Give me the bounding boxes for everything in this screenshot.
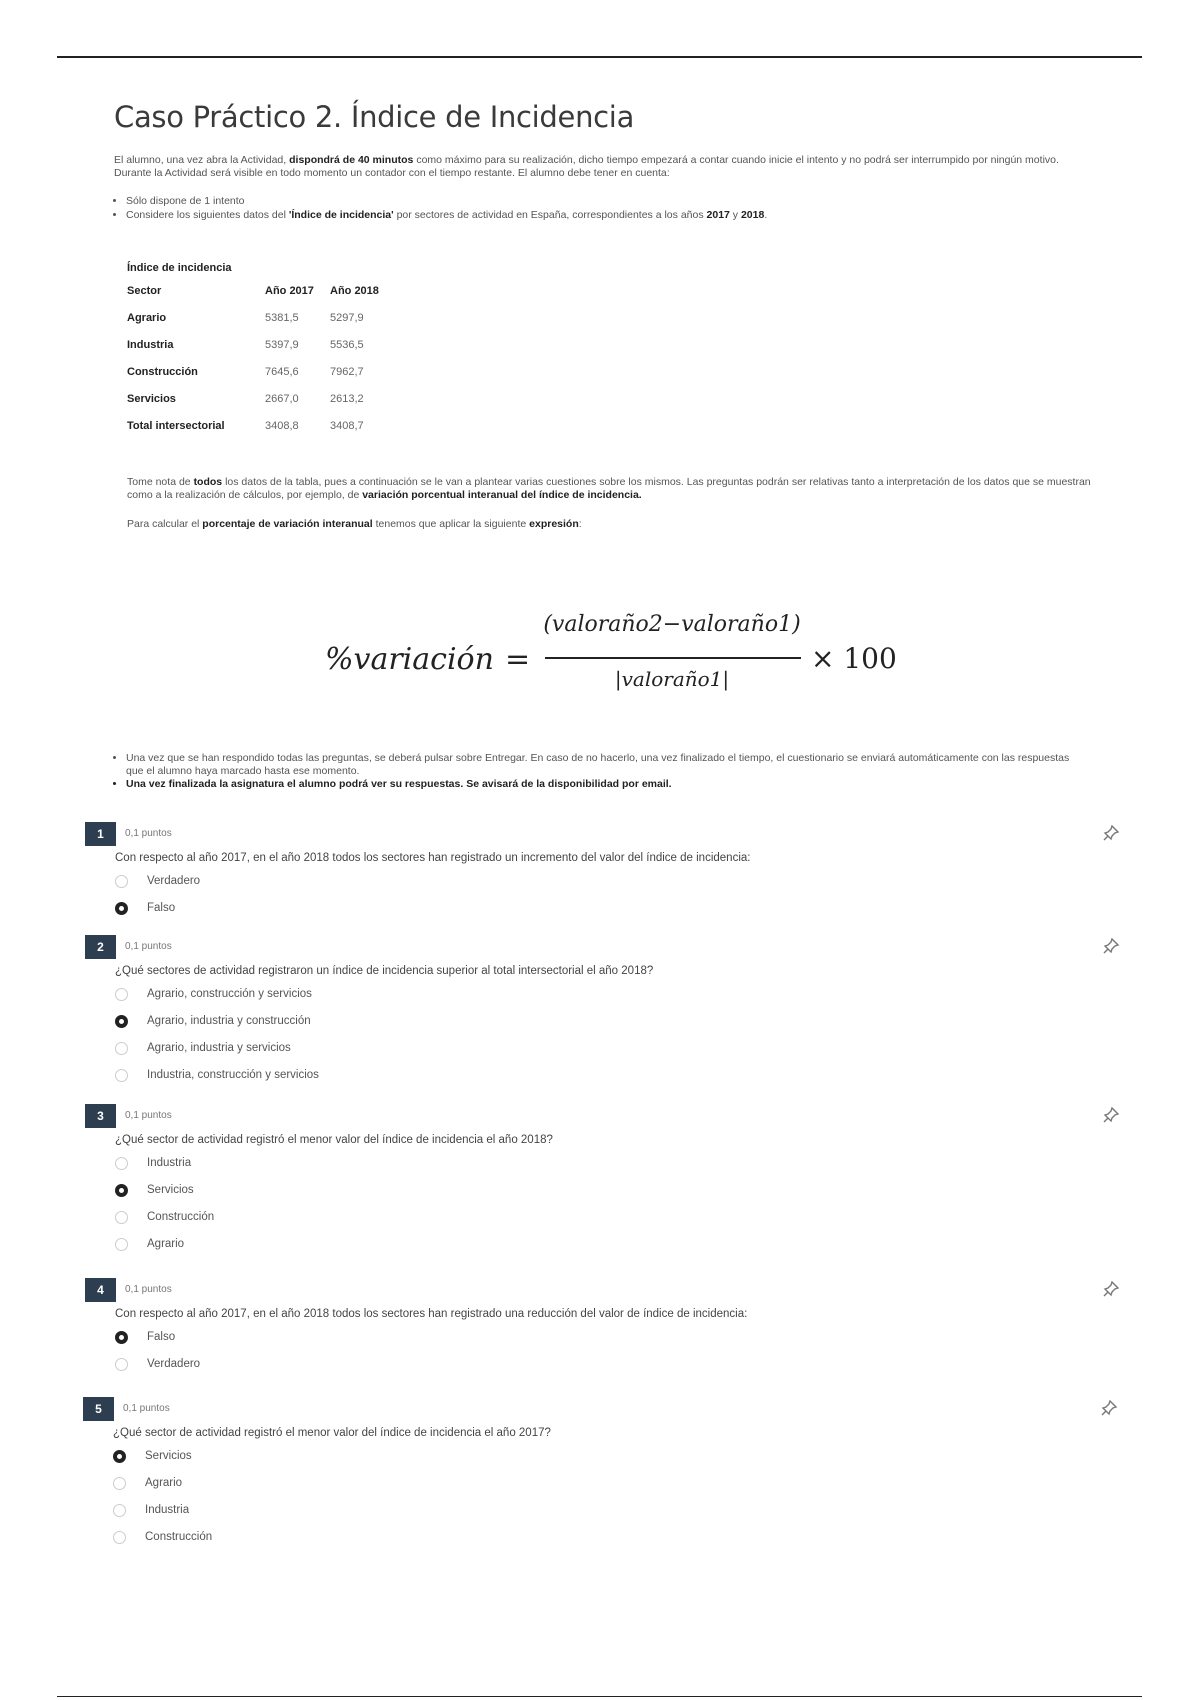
question-text: ¿Qué sector de actividad registró el menor valor del índice de incidencia el año 2018? <box>115 1134 553 1146</box>
answer-label: Verdadero <box>147 875 201 887</box>
answer-label: Agrario, industria y construcción <box>147 1015 311 1027</box>
question-text: ¿Qué sector de actividad registró el menor valor del índice de incidencia el año 2017? <box>113 1427 551 1439</box>
radio-selected[interactable] <box>113 1450 126 1463</box>
radio-unselected[interactable] <box>115 875 128 888</box>
table-title: Índice de incidencia <box>127 262 232 274</box>
instruction-year-2018: 2018 <box>740 209 765 221</box>
table-row <box>127 419 395 446</box>
instruction-data-text2: por sectores de actividad en España, correspondientes a los años <box>396 209 704 221</box>
radio-unselected[interactable] <box>115 1238 128 1251</box>
question-number: 1 <box>85 822 116 846</box>
answer-label: Agrario <box>145 1477 183 1489</box>
note-text-b: todos <box>193 476 223 488</box>
header-sector: Sector <box>127 285 162 297</box>
answer-label: Falso <box>147 902 176 914</box>
answer-label: Servicios <box>145 1450 192 1462</box>
formula-fraction-bar <box>545 657 801 659</box>
question-points: 0,1 puntos <box>125 1110 172 1121</box>
formula-intro-d: expresión <box>529 518 579 530</box>
formula-intro-e: : <box>578 518 582 530</box>
question-text: Con respecto al año 2017, en el año 2018 todos los sectores han registrado una reducción del valor de índice de incidencia: <box>115 1308 748 1320</box>
sector-name: Agrario <box>127 312 167 324</box>
value-2018: 5536,5 <box>330 339 364 351</box>
note-text-a: Tome nota de <box>127 476 191 488</box>
pin-icon[interactable] <box>1100 1399 1118 1417</box>
radio-selected[interactable] <box>115 1184 128 1197</box>
radio-unselected[interactable] <box>113 1477 126 1490</box>
value-2017: 2667,0 <box>265 393 299 405</box>
value-2017: 5381,5 <box>265 312 299 324</box>
table-row <box>127 338 395 365</box>
instruction-attempts: • Sólo dispone de 1 intento <box>126 194 1120 208</box>
pin-icon[interactable] <box>1102 1106 1120 1124</box>
radio-unselected[interactable] <box>115 988 128 1001</box>
variation-formula <box>325 612 905 702</box>
sector-name: Construcción <box>127 366 198 378</box>
data-note <box>127 476 1097 502</box>
pin-icon[interactable] <box>1102 824 1120 842</box>
answer-label: Servicios <box>147 1184 194 1196</box>
value-2017: 3408,8 <box>265 420 299 432</box>
results-note: • Una vez finalizada la asignatura el alumno podrá ver su respuestas. Se avisará de la disponibilidad por email. <box>126 778 1076 791</box>
formula-times-100: × 100 <box>811 642 897 675</box>
question-number: 4 <box>85 1278 116 1302</box>
value-2018: 3408,7 <box>330 420 364 432</box>
answer-label: Falso <box>147 1331 176 1343</box>
answer-label: Agrario, construcción y servicios <box>147 988 312 1000</box>
radio-unselected[interactable] <box>115 1157 128 1170</box>
radio-unselected[interactable] <box>113 1531 126 1544</box>
formula-equals: = <box>505 642 531 677</box>
submission-instructions <box>114 752 1076 791</box>
formula-lhs: %variación <box>325 642 494 677</box>
table-row <box>127 392 395 419</box>
table-header-row <box>127 284 395 311</box>
header-2017: Año 2017 <box>265 285 314 297</box>
value-2018: 5297,9 <box>330 312 364 324</box>
incidence-table <box>127 284 395 446</box>
instructions-list <box>114 194 1120 222</box>
formula-intro <box>127 518 1120 530</box>
question-text: Con respecto al año 2017, en el año 2018 todos los sectores han registrado un incremento del valor del índice de incidencia: <box>115 852 751 864</box>
question-number: 3 <box>85 1104 116 1128</box>
sector-name: Total intersectorial <box>127 420 225 432</box>
formula-denominator: |valoraño1| <box>614 667 730 691</box>
formula-intro-b: porcentaje de variación interanual <box>202 518 373 530</box>
intro-text-2: como máximo para su realización, dicho tiempo empezará a contar cuando inicie el intento y no podrá ser interrumpido por ningún motivo. Durante la Actividad será visible en todo momento un contador con el tiempo restante. El alumno debe tener en cuenta: <box>114 154 1059 179</box>
incidence-table-block <box>127 262 1120 446</box>
value-2018: 2613,2 <box>330 393 364 405</box>
radio-unselected[interactable] <box>115 1358 128 1371</box>
page-title: Caso Práctico 2. Índice de Incidencia <box>114 100 635 134</box>
question-text: ¿Qué sectores de actividad registraron un índice de incidencia superior al total intersectorial el año 2018? <box>115 965 654 977</box>
formula-numerator: (valoraño2−valoraño1) <box>543 612 801 637</box>
instruction-data-text: Considere los siguientes datos del <box>126 209 286 221</box>
intro-time-limit: dispondrá de 40 minutos <box>289 154 414 166</box>
radio-unselected[interactable] <box>115 1042 128 1055</box>
answer-label: Industria <box>145 1504 190 1516</box>
question-points: 0,1 puntos <box>123 1403 170 1414</box>
radio-selected[interactable] <box>115 1331 128 1344</box>
question-points: 0,1 puntos <box>125 1284 172 1295</box>
instruction-period: . <box>764 209 768 221</box>
question-number: 2 <box>85 935 116 959</box>
sector-name: Industria <box>127 339 174 351</box>
question-points: 0,1 puntos <box>125 828 172 839</box>
answer-label: Agrario <box>147 1238 185 1250</box>
note-text-c: los datos de la tabla, pues a continuación se le van a plantear varias cuestiones sobre los mismos. Las preguntas podrán ser relativas tanto a interpretación de los datos que se muestran como a la realización de cálculos, por ejemplo, de <box>127 476 1091 501</box>
value-2018: 7962,7 <box>330 366 364 378</box>
radio-unselected[interactable] <box>115 1069 128 1082</box>
intro-text-1: El alumno, una vez abra la Actividad, <box>114 154 287 166</box>
radio-unselected[interactable] <box>115 1211 128 1224</box>
formula-intro-a: Para calcular el <box>127 518 200 530</box>
question-points: 0,1 puntos <box>125 941 172 952</box>
answer-label: Industria <box>147 1157 192 1169</box>
answer-label: Verdadero <box>147 1358 201 1370</box>
submission-note: • Una vez que se han respondido todas las preguntas, se deberá pulsar sobre Entregar. En caso de no hacerlo, una vez finalizado el tiempo, el cuestionario se enviará automáticamente con las respuestas que el alumno haya marcado hasta ese momento. <box>126 752 1076 778</box>
pin-icon[interactable] <box>1102 1280 1120 1298</box>
header-2018: Año 2018 <box>330 285 379 297</box>
pin-icon[interactable] <box>1102 937 1120 955</box>
sector-name: Servicios <box>127 393 176 405</box>
answer-label: Agrario, industria y servicios <box>147 1042 291 1054</box>
instruction-data <box>126 208 1120 222</box>
table-row <box>127 311 395 338</box>
intro-paragraph <box>114 154 1064 180</box>
value-2017: 5397,9 <box>265 339 299 351</box>
bottom-rule <box>57 1696 1142 1697</box>
note-text-d: variación porcentual interanual del índice de incidencia. <box>362 489 642 501</box>
instruction-data-index: 'Índice de incidencia' <box>288 209 394 221</box>
answer-label: Construcción <box>147 1211 215 1223</box>
top-rule <box>57 56 1142 58</box>
radio-selected[interactable] <box>115 902 128 915</box>
value-2017: 7645,6 <box>265 366 299 378</box>
formula-intro-c: tenemos que aplicar la siguiente <box>375 518 527 530</box>
answer-label: Industria, construcción y servicios <box>147 1069 319 1081</box>
table-row <box>127 365 395 392</box>
instruction-year-2017: 2017 <box>706 209 730 221</box>
question-number: 5 <box>83 1397 114 1421</box>
radio-unselected[interactable] <box>113 1504 126 1517</box>
answer-label: Construcción <box>145 1531 213 1543</box>
radio-selected[interactable] <box>115 1015 128 1028</box>
activity-description <box>85 100 1120 530</box>
instruction-conj: y <box>732 209 739 221</box>
